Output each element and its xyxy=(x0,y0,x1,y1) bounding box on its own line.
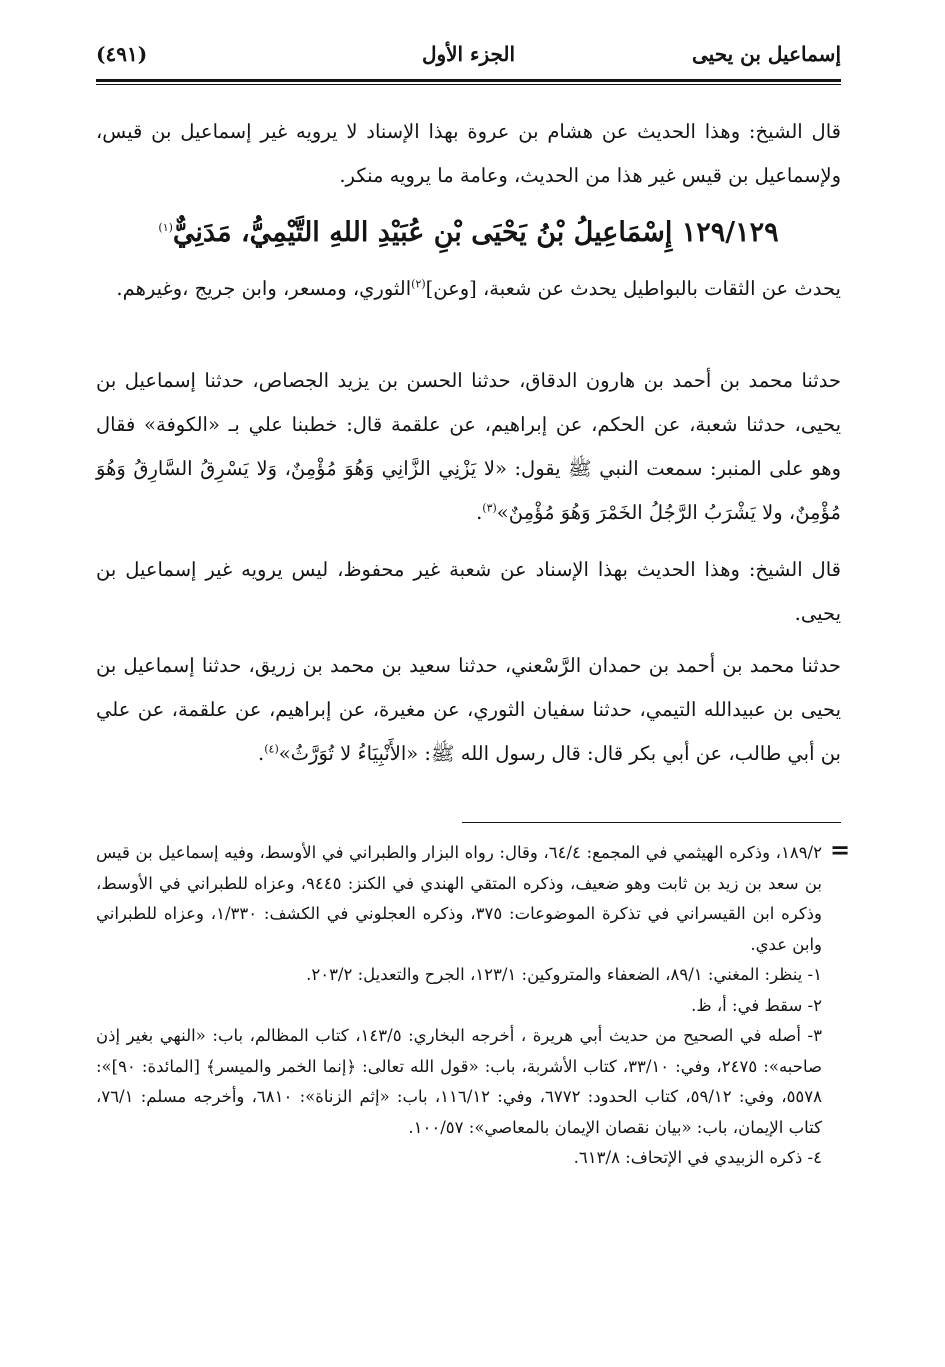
footnote-separator xyxy=(462,822,841,823)
header-rule-thin xyxy=(96,84,841,85)
entry-heading-text: ١٢٩/١٢٩ إِسْمَاعِيلُ بْنُ يَحْيَى بْنِ عُبَيْدِ اللهِ التَّيْمِيُّ، مَدَنِيٌّ xyxy=(172,217,779,248)
footnote-ref-3: (٣) xyxy=(482,501,497,515)
paragraph-narrator-description xyxy=(96,267,841,357)
footnote-ref-2: (٢) xyxy=(411,277,426,291)
footnote-continuation-mark: = xyxy=(830,835,851,864)
footnote-2: ٢- سقط في: أ، ظ. xyxy=(691,995,822,1015)
paragraph-narrator-description-part1: يحدث عن الثقات بالبواطيل يحدث عن شعبة، [وعن] xyxy=(425,277,841,300)
footnotes-section xyxy=(96,838,822,1174)
header-rule xyxy=(96,79,841,82)
header-narrator-title: إسماعيل بن يحيى xyxy=(692,42,841,66)
header-volume-title: الجزء الأول xyxy=(421,42,516,66)
paragraph-hadith-1 xyxy=(96,359,841,539)
footnote-1: ١- ينظر: المغني: ٨٩/١، الضعفاء والمتروكين: ١٢٣/١، الجرح والتعديل: ٢٠٣/٢. xyxy=(306,965,822,984)
running-header xyxy=(96,38,841,74)
paragraph-narrator-description-part2: الثوري، ومسعر، وابن جريج ،وغيرهم. xyxy=(116,277,412,300)
paragraph-hadith-1-text: حدثنا محمد بن أحمد بن هارون الدقاق، حدثنا الحسن بن يزيد الجصاص، حدثنا إسماعيل بن يحيى، حدثنا شعبة، عن الحكم، عن إبراهيم، عن علقمة قال: خطبنا علي بـ «الكوفة» فقال وهو على المنبر: سمعت النبي ﷺ يقول: «لا يَزْنِي الزَّانِي وَهُوَ مُؤْمِنٌ، وَلا يَسْرِقُ السَّارِقُ وَهُوَ مُؤْمِنٌ، ولا يَشْرَبُ الرَّجُلُ الخَمْرَ وَهُوَ مُؤْمِنٌ» xyxy=(96,369,841,524)
paragraph-sheikh-comment-2: قال الشيخ: وهذا الحديث بهذا الإسناد عن شعبة غير محفوظ، ليس يرويه غير إسماعيل بن يحيى. xyxy=(96,558,841,625)
footnote-3: ٣- أصله في الصحيح من حديث أبي هريرة ، أخرجه البخاري: ١٤٣/٥، كتاب المظالم، باب: «النهي بغير إذن صاحبه»: ٢٤٧٥، وفي: ٣٣/١٠، كتاب الأشربة، باب: «قول الله تعالى: ﴿إنما الخمر والميسر﴾ [المائدة: ٩٠]»: ٥٥٧٨، وفي: ٥٩/١٢، كتاب الحدود: ٦٧٧٢، وفي: ١١٦/١٢، باب: «إثم الزناة»: ٦٨١٠، وأخرجه مسلم: ٧٦/١، كتاب الإيمان، باب: «بيان نقصان الإيمان بالمعاصي»: ١٠٠/٥٧. xyxy=(96,1026,823,1137)
footnote-continuation: ١٨٩/٢، وذكره الهيثمي في المجمع: ٦٤/٤، وقال: رواه البزار والطبراني في الأوسط، وفيه إسماعيل بن قيس بن سعد بن زيد بن ثابت وهو ضعيف، وذكره المتقي الهندي في الكنز: ٩٤٤٥، وعزاه للطبراني في الأوسط، وذكره ابن القيسراني في تذكرة الموضوعات: ٣٧٥، وذكره العجلوني في الكشف: ١/٣٣٠، وعزاه للطبراني وابن عدي. xyxy=(96,843,823,954)
entry-heading-footnote-ref: (١) xyxy=(158,221,173,234)
entry-heading xyxy=(96,203,841,263)
paragraph-hadith-2-text: حدثنا محمد بن أحمد بن حمدان الرَّسْعني، حدثنا سعيد بن محمد بن زريق، حدثنا إسماعيل بن يحيى بن عبيدالله التيمي، حدثنا سفيان الثوري، عن مغيرة، عن إبراهيم، عن علقمة، عن علي بن أبي طالب، عن أبي بكر قال: قال رسول الله ﷺ: «الأَنْبِيَاءُ لا تُوَرَّثُ» xyxy=(96,654,841,765)
paragraph-hadith-2 xyxy=(96,644,841,824)
paragraph-hadith-1-end: . xyxy=(476,501,483,524)
footnote-ref-4: (٤) xyxy=(264,742,279,756)
header-page-number: (٤٩١) xyxy=(96,42,148,66)
paragraph-hadith-2-end: . xyxy=(258,742,265,765)
footnote-4: ٤- ذكره الزبيدي في الإتحاف: ٦١٣/٨. xyxy=(573,1148,822,1167)
paragraph-sheikh-comment-1: قال الشيخ: وهذا الحديث عن هشام بن عروة بهذا الإسناد لا يرويه غير إسماعيل بن قيس، ولإسماعيل بن قيس غير هذا من الحديث، وعامة ما يرويه منكر. xyxy=(96,120,841,187)
